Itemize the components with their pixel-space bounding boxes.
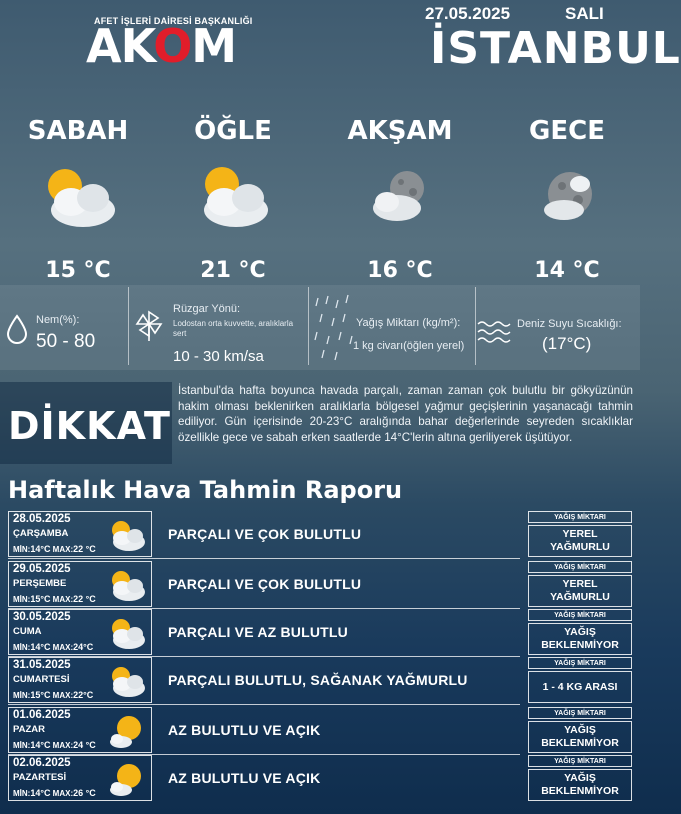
sea-temp-value: (17°C) — [542, 334, 592, 353]
rain-amount-text: 1 - 4 KG ARASI — [542, 680, 618, 693]
wind-icon — [134, 310, 164, 347]
max-label: MAX: — [52, 545, 74, 554]
sun-cloud-icon — [33, 160, 123, 240]
sun-small-cloud-icon — [105, 760, 147, 798]
min-label: MİN: — [13, 789, 31, 798]
period-name: GECE — [529, 116, 605, 146]
forecast-weekday: CUMA — [13, 626, 42, 637]
min-temp: 15°C — [30, 594, 51, 604]
divider — [308, 287, 309, 365]
weekly-title: Haftalık Hava Tahmin Raporu — [8, 476, 403, 504]
forecast-min-max — [13, 544, 96, 554]
forecast-description: AZ BULUTLU VE AÇIK — [168, 770, 321, 786]
period-temp: 16 °C — [367, 258, 433, 283]
sun-cloud-icon — [105, 662, 147, 700]
forecast-min-max — [13, 594, 96, 604]
forecast-description: PARÇALI BULUTLU, SAĞANAK YAĞMURLU — [168, 672, 468, 688]
period-evening — [330, 116, 470, 283]
max-temp: 24 °C — [73, 740, 96, 750]
row-divider — [8, 558, 520, 559]
period-night — [497, 116, 637, 283]
rain-header: YAĞIŞ MİKTARI — [528, 561, 632, 573]
rain-amount — [528, 671, 632, 703]
rain-amount — [528, 575, 632, 607]
rain-header: YAĞIŞ MİKTARI — [528, 707, 632, 719]
forecast-description: AZ BULUTLU VE AÇIK — [168, 722, 321, 738]
forecast-description: PARÇALI VE AZ BULUTLU — [168, 624, 348, 640]
droplet-icon — [6, 314, 28, 349]
logo-text-o: O — [153, 19, 192, 73]
max-label: MAX: — [52, 691, 74, 700]
forecast-weekday: PAZAR — [13, 724, 46, 735]
max-temp: 22 °C — [73, 594, 96, 604]
wind-description: Lodostan orta kuvvette, aralıklarla sert — [173, 319, 294, 338]
sun-cloud-icon — [105, 516, 147, 554]
forecast-weekday: CUMARTESİ — [13, 674, 70, 685]
logo-text-a: AK — [86, 19, 154, 73]
rain-amount-text: YAĞIŞ BEKLENMİYOR — [541, 772, 619, 797]
rain-amount-text: YEREL YAĞMURLU — [550, 578, 610, 603]
min-temp: 14°C — [30, 740, 51, 750]
max-temp: 22°C — [73, 690, 94, 700]
forecast-row — [8, 755, 632, 801]
forecast-date-cell — [8, 561, 152, 607]
forecast-row — [8, 609, 632, 655]
rain-amount — [528, 623, 632, 655]
sea-temp-label: Deniz Suyu Sıcaklığı: — [517, 318, 622, 330]
rain-amount-text: YEREL YAĞMURLU — [550, 528, 610, 553]
min-label: MİN: — [13, 741, 31, 750]
notice-title: DİKKAT — [8, 404, 171, 448]
period-temp: 15 °C — [45, 258, 111, 283]
rain-amount — [528, 525, 632, 557]
max-label: MAX: — [52, 595, 74, 604]
sun-cloud-icon — [188, 160, 278, 240]
forecast-date-cell — [8, 511, 152, 557]
wind-value: 10 - 30 km/sa — [173, 348, 264, 365]
min-temp: 14°C — [30, 642, 51, 652]
city-title: İSTANBUL — [430, 23, 681, 74]
forecast-description: PARÇALI VE ÇOK BULUTLU — [168, 526, 362, 542]
forecast-min-max — [13, 740, 96, 750]
forecast-date-cell — [8, 657, 152, 703]
forecast-min-max — [13, 690, 93, 700]
moon-cloud-icon — [355, 160, 445, 240]
forecast-weekday: PERŞEMBE — [13, 578, 67, 589]
period-name: AKŞAM — [347, 116, 453, 146]
rain-header: YAĞIŞ MİKTARI — [528, 511, 632, 523]
min-label: MİN: — [13, 691, 31, 700]
min-temp: 15°C — [30, 690, 51, 700]
max-temp: 24°C — [73, 642, 94, 652]
period-temp: 14 °C — [534, 258, 600, 283]
forecast-row — [8, 707, 632, 753]
forecast-weekday: PAZARTESİ — [13, 772, 67, 783]
report-date: 27.05.2025 — [425, 4, 511, 23]
min-label: MİN: — [13, 545, 31, 554]
forecast-row — [8, 657, 632, 703]
min-temp: 14°C — [30, 788, 51, 798]
rain-amount — [528, 769, 632, 801]
sun-cloud-icon — [105, 566, 147, 604]
max-temp: 26 °C — [73, 788, 96, 798]
period-noon — [163, 116, 303, 283]
min-temp: 14°C — [30, 544, 51, 554]
forecast-row — [8, 511, 632, 557]
period-name: SABAH — [27, 116, 129, 146]
wind-label: Rüzgar Yönü: — [173, 303, 241, 315]
rain-amount-text: YAĞIŞ BEKLENMİYOR — [541, 724, 619, 749]
min-label: MİN: — [13, 595, 31, 604]
rain-amount — [528, 721, 632, 753]
forecast-row — [8, 561, 632, 607]
forecast-date: 01.06.2025 — [13, 709, 71, 721]
rain-header: YAĞIŞ MİKTARI — [528, 609, 632, 621]
forecast-date: 31.05.2025 — [13, 659, 71, 671]
period-name: ÖĞLE — [194, 116, 272, 146]
row-divider — [8, 704, 520, 705]
forecast-date-cell — [8, 707, 152, 753]
org-name: AFET İŞLERİ DAİRESİ BAŞKANLIĞI — [94, 16, 253, 26]
waves-icon — [476, 318, 512, 353]
rain-icon — [312, 292, 357, 367]
rain-header: YAĞIŞ MİKTARI — [528, 755, 632, 767]
sun-cloud-icon — [105, 614, 147, 652]
forecast-description: PARÇALI VE ÇOK BULUTLU — [168, 576, 362, 592]
report-day: SALI — [565, 4, 604, 23]
forecast-date: 02.06.2025 — [13, 757, 71, 769]
logo-text-m: M — [191, 19, 237, 73]
forecast-date-cell — [8, 755, 152, 801]
forecast-weekday: ÇARŞAMBA — [13, 528, 69, 539]
humidity-label: Nem(%): — [36, 314, 80, 326]
forecast-min-max — [13, 642, 93, 652]
rain-header: YAĞIŞ MİKTARI — [528, 657, 632, 669]
period-temp: 21 °C — [200, 258, 266, 283]
rain-label: Yağış Miktarı (kg/m²): — [356, 317, 461, 329]
forecast-date: 28.05.2025 — [13, 513, 71, 525]
forecast-date: 29.05.2025 — [13, 563, 71, 575]
forecast-min-max — [13, 788, 96, 798]
humidity-value: 50 - 80 — [36, 331, 96, 352]
forecast-date: 30.05.2025 — [13, 611, 71, 623]
max-label: MAX: — [52, 789, 74, 798]
moon-cloud-icon — [522, 160, 612, 240]
divider — [128, 287, 129, 365]
max-label: MAX: — [52, 741, 74, 750]
rain-amount-text: YAĞIŞ BEKLENMİYOR — [541, 626, 619, 651]
min-label: MİN: — [13, 643, 31, 652]
period-morning — [8, 116, 148, 283]
sun-small-cloud-icon — [105, 712, 147, 750]
rain-value: 1 kg civarı(öğlen yerel) — [353, 340, 465, 352]
notice-text: İstanbul'da hafta boyunca havada parçalı, zaman zaman çok bulutlu bir gökyüzünün hakim olması beklenirken aralıklarla bölgesel yağmur geçişlerinin yaşanacağı tahmin ediliyor. Gün içerisinde 20-23°C aralığında bahar değerlerinde seyreden sıcaklıklar özellikle gece ve sabah erken saatlerde 14°C'lerin altına geriliyerek üşütüyor. — [178, 384, 633, 444]
max-label: MAX: — [52, 643, 74, 652]
max-temp: 22 °C — [73, 544, 96, 554]
forecast-date-cell — [8, 609, 152, 655]
